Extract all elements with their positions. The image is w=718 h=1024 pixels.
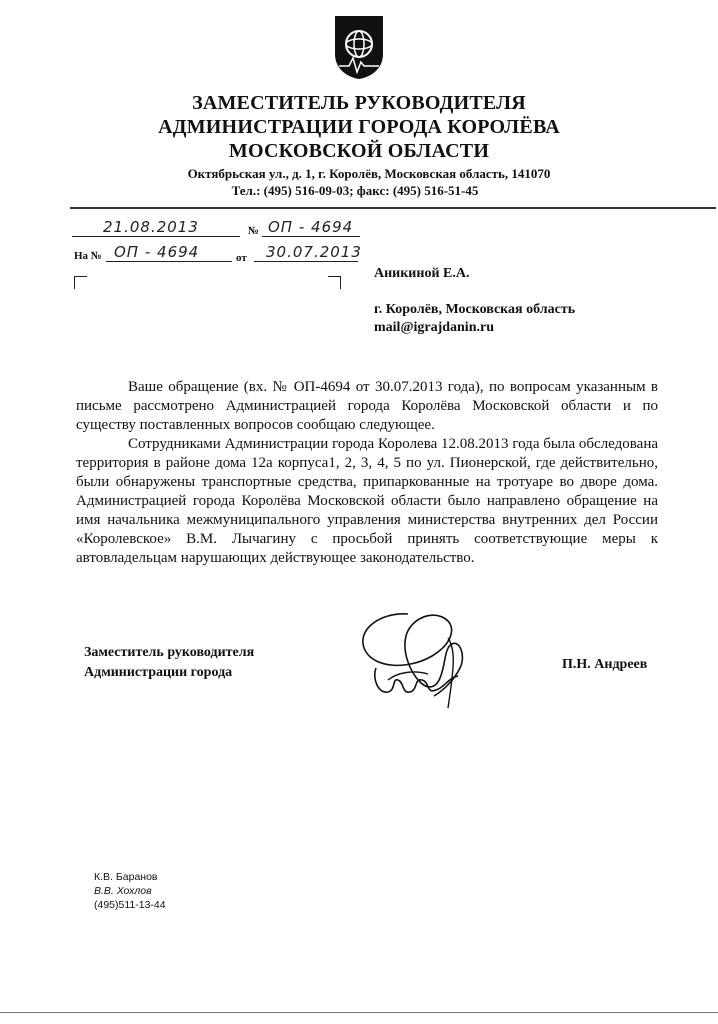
outgoing-number-label: № — [248, 225, 260, 237]
signer-name: П.Н. Андреев — [562, 657, 648, 672]
signer-position-line2: Администрации города — [84, 665, 233, 680]
header-address: Октябрьская ул., д. 1, г. Королёв, Московская область, 141070 — [187, 166, 551, 181]
executor-info — [94, 870, 166, 912]
executor-phone: (495)511-13-44 — [94, 899, 166, 911]
body-paragraph-1: Ваше обращение (вх. № ОП-4694 от 30.07.2013 года), по вопросам указанным в письме рассмотрено Администрацией города Королёва Московской области и по существу поставленных вопросов сообщаю следующее. — [76, 379, 658, 433]
header-phone: Тел.: (495) 516-09-03; факс: (495) 516-51-45 — [231, 183, 479, 198]
handwritten-signature — [348, 608, 488, 716]
header-title-line2: АДМИНИСТРАЦИИ ГОРОДА КОРОЛЁВА — [158, 116, 560, 138]
body-paragraph-2: Сотрудниками Администрации города Королева 12.08.2013 года была обследована территория в районе дома 12а корпуса1, 2, 3, 4, 5 по ул. Пионерской, где действительно, были обнаружены транспортные средства, припаркованные на тротуаре во дворе дома. Администрацией города Королёва Московской области было направлено обращение на имя начальника межмуниципального управления министерства внутренних дел России «Королевское» В.М. Лычагину с просьбой принять соответствующие меры к автовладельцам нарушающих действующее законодательство. — [76, 436, 658, 566]
from-label: от — [236, 252, 247, 264]
scan-edge-line — [0, 1012, 718, 1013]
corner-bracket-right — [328, 276, 341, 289]
executor-name-1: К.В. Баранов — [94, 871, 158, 883]
in-reply-number-line — [106, 261, 232, 262]
recipient-email: mail@igrajdanin.ru — [374, 320, 494, 335]
recipient-name: Аникиной Е.А. — [374, 266, 470, 281]
in-reply-date: 30.07.2013 — [266, 243, 362, 261]
header-title-line1: ЗАМЕСТИТЕЛЬ РУКОВОДИТЕЛЯ — [192, 92, 526, 114]
in-reply-number: ОП - 4694 — [114, 243, 200, 261]
outgoing-date: 21.08.2013 — [103, 218, 199, 236]
executor-name-2: В.В. Хохлов — [94, 885, 152, 897]
signer-position — [84, 643, 254, 683]
letter-body — [76, 378, 658, 568]
in-reply-date-line — [254, 261, 358, 262]
outgoing-number-line — [262, 236, 360, 237]
recipient-city: г. Королёв, Московская область — [374, 302, 576, 317]
outgoing-date-line — [72, 236, 240, 237]
header-title-line3: МОСКОВСКОЙ ОБЛАСТИ — [228, 140, 490, 162]
corner-bracket-left — [74, 276, 87, 289]
city-emblem — [333, 14, 385, 80]
signer-position-line1: Заместитель руководителя — [84, 645, 255, 660]
outgoing-number: ОП - 4694 — [268, 218, 354, 236]
header-divider — [70, 207, 716, 209]
in-reply-label: На № — [74, 250, 102, 262]
